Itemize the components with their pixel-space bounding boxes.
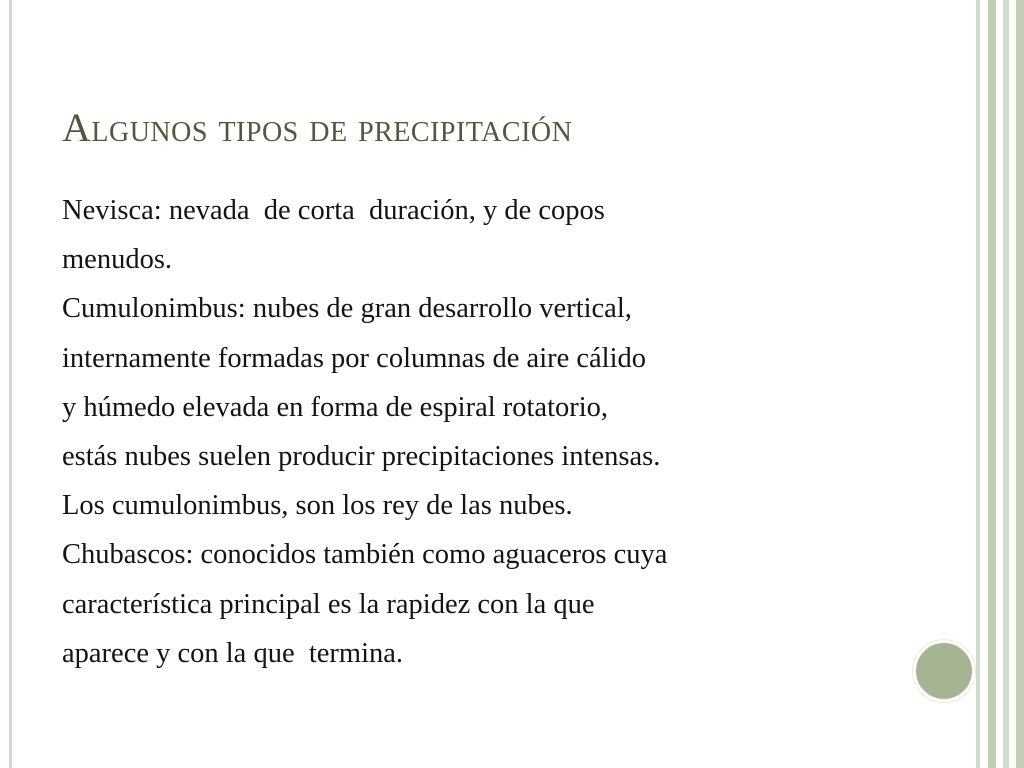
body-line: Chubascos: conocidos también como aguaceros cuya xyxy=(62,539,668,571)
body-line: Nevisca: nevada de corta duración, y de copos xyxy=(62,195,605,226)
right-border-stripe xyxy=(976,0,980,768)
body-line: característica principal es la rapidez con la que xyxy=(62,588,595,620)
body-line: menudos. xyxy=(62,244,173,276)
right-border-stripe xyxy=(1016,0,1024,768)
right-border-stripe xyxy=(1003,0,1009,768)
slide-body xyxy=(62,186,942,678)
body-line: estás nubes suelen producir precipitaciones intensas. xyxy=(62,440,661,472)
body-line: y húmedo elevada en forma de espiral rotatorio, xyxy=(62,391,609,423)
body-line: internamente formadas por columnas de aire cálido xyxy=(62,342,647,374)
right-border-stripe xyxy=(988,0,996,768)
body-line: Los cumulonimbus, son los rey de las nubes. xyxy=(62,490,573,522)
body-line: aparece y con la que termina. xyxy=(62,637,404,669)
slide-title: Algunos tipos de precipitación xyxy=(62,105,573,150)
left-border-rule xyxy=(9,0,12,768)
body-line: Cumulonimbus: nubes de gran desarrollo vertical, xyxy=(62,293,632,325)
